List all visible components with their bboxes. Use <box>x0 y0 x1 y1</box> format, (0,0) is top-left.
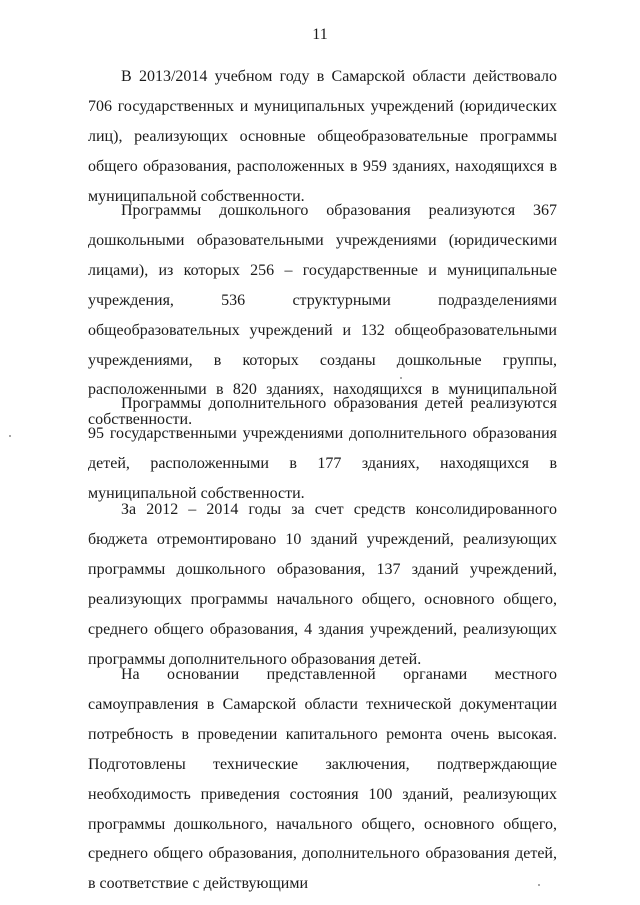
paragraph-capital-repair-need: На основании представленной органами местного самоуправления в Самарской области технической документации потребность в проведении капитального ремонта очень высокая. Подготовлены технические заключения, подтверждающие необходимость приведения состояния 100 зданий, реализующих программы дошкольного, начального общего, основного общего, среднего общего образования, дополнительного образования детей, в соответствие с действующими <box>88 666 557 893</box>
paragraph-additional-education: Программы дополнительного образования детей реализуются 95 государственными учреждениями дополнительного образования детей, расположенными в 177 зданиях, находящихся в муниципальной собственности. <box>88 395 557 502</box>
scan-speck <box>9 435 11 437</box>
page-number: 11 <box>312 26 328 43</box>
paragraph-institutions-count: В 2013/2014 учебном году в Самарской области действовало 706 государственных и муниципальных учреждений (юридических лиц), реализующих основные общеобразовательные программы общего образования, расположенных в 959 зданиях, находящихся в муниципальной собственности. <box>88 68 557 205</box>
scan-speck <box>538 884 540 886</box>
paragraph-repairs-2012-2014: За 2012 – 2014 годы за счет средств консолидированного бюджета отремонтировано 10 зданий учреждений, реализующих программы дошкольного образования, 137 зданий учреждений, реализующих программы начального общего, основного общего, среднего общего образования, 4 здания учреждений, реализующих программы дополнительного образования детей. <box>88 501 557 668</box>
scan-speck <box>400 377 402 379</box>
paragraph-preschool-programs: Программы дошкольного образования реализуются 367 дошкольными образовательными учреждениями (юридическими лицами), из которых 256 – государственные и муниципальные учреждения, 536 структурными подразделениями общеобразовательных учреждений и 132 общеобразовательными учреждениями, в которых созданы дошкольные группы, расположенными в 820 зданиях, находящихся в муниципальной собственности. <box>88 202 557 429</box>
